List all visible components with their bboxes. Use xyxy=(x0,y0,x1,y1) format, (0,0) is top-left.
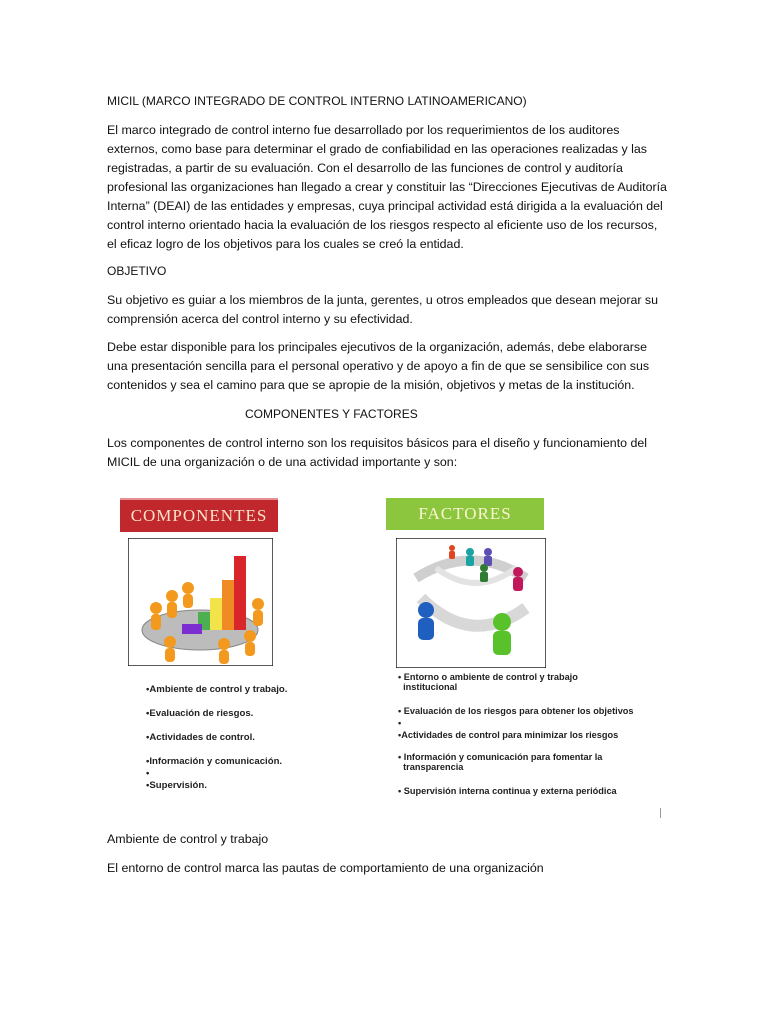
people-network-illustration xyxy=(396,538,546,668)
list-item: •Ambiente de control y trabajo. xyxy=(146,684,288,695)
objetivo-paragraph-2: Debe estar disponible para los principales ejecutivos de la organización, además, debe elaborarse una presentación sencilla para el personal operativo y de apoyo a fin de que se sensibilice con sus contenidos y sea el camino para que se apropie de la misión, objetivos y metas de la institución. xyxy=(107,340,650,392)
list-item: • Información y comunicación para fomentar la transparencia xyxy=(398,752,603,772)
ambiente-heading: Ambiente de control y trabajo xyxy=(107,832,269,846)
componentes-banner-text: COMPONENTES xyxy=(130,506,268,525)
objetivo-heading: OBJETIVO xyxy=(107,264,167,278)
intro-paragraph: El marco integrado de control interno fue desarrollado por los requerimientos de los auditores externos, como base para determinar el grado de confiabilidad en las operaciones realizadas y las registradas, a partir de su evaluación. Con el desarrollo de las funciones de control y auditoría profesional las organizaciones han llegado a crear y constituir las “Direcciones Ejecutivas de Auditoría Interna” (DEAI) de las entidades y empresas, cuya principal actividad está dirigida a la evaluación del control interno orientado hacia la evaluación de los riesgos respecto al eficiente uso de los recursos, el eficaz logro de los objetivos para los cuales se creó la entidad. xyxy=(107,123,667,251)
divider xyxy=(660,808,661,818)
meeting-illustration xyxy=(128,538,273,666)
componentes-banner xyxy=(120,498,278,532)
doc-title: MICIL (MARCO INTEGRADO DE CONTROL INTERNO LATINOAMERICANO) xyxy=(107,94,527,108)
componentes-heading: COMPONENTES Y FACTORES xyxy=(245,407,418,421)
list-item: •Actividades de control para minimizar los riesgos xyxy=(398,730,619,740)
componentes-card xyxy=(120,498,288,818)
list-item: • xyxy=(146,768,150,779)
list-item: •Actividades de control. xyxy=(146,732,255,743)
componentes-paragraph: Los componentes de control interno son los requisitos básicos para el diseño y funcionamiento del MICIL de una organización o de una actividad importante y son: xyxy=(107,436,648,469)
factores-banner xyxy=(386,498,544,530)
list-item: •Supervisión. xyxy=(146,780,207,791)
list-item: • Supervisión interna continua y externa periódica xyxy=(398,786,617,796)
list-item: • Entorno o ambiente de control y trabajo institucional xyxy=(398,672,578,692)
factores-banner-text: FACTORES xyxy=(418,504,512,523)
list-item: •Información y comunicación. xyxy=(146,756,283,767)
objetivo-paragraph-1: Su objetivo es guiar a los miembros de la junta, gerentes, u otros empleados que desean mejorar su comprensión acerca del control interno y su efectividad. xyxy=(107,293,659,326)
list-item: • xyxy=(398,718,402,728)
list-item: • Evaluación de los riesgos para obtener los objetivos xyxy=(398,706,634,716)
factores-card xyxy=(386,498,664,818)
ambiente-paragraph: El entorno de control marca las pautas de comportamiento de una organización xyxy=(107,861,544,875)
list-item: •Evaluación de riesgos. xyxy=(146,708,254,719)
